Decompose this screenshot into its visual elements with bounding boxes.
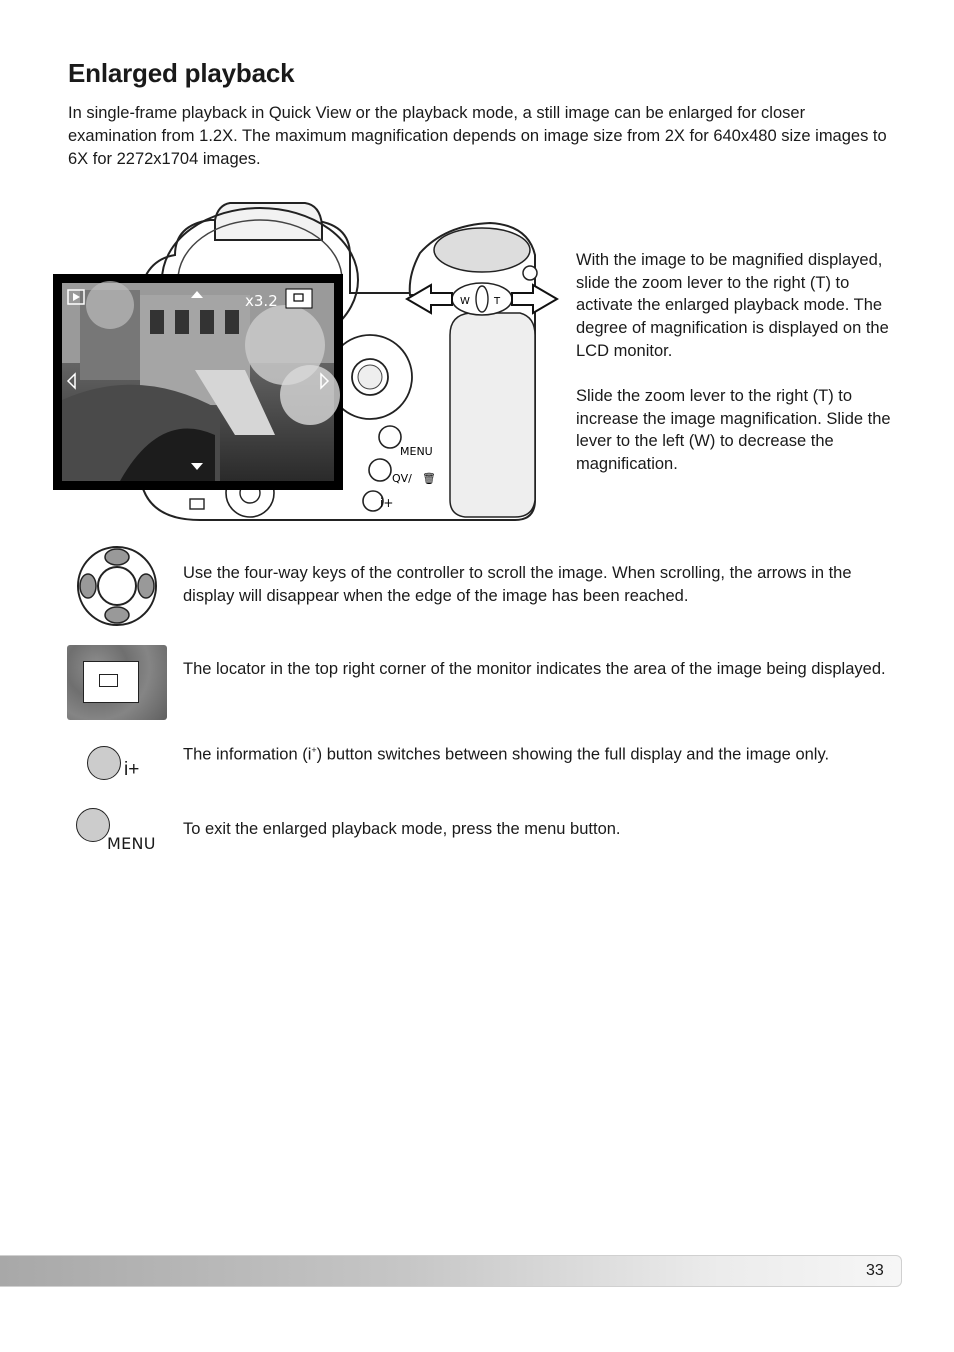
info-button-label: i+	[124, 759, 140, 780]
side-paragraph-2: Slide the zoom lever to the right (T) to increase the image magnification. Slide the lever to the left (W) to decrease the magnification.	[576, 387, 891, 474]
controller-icon	[75, 544, 159, 628]
menu-button-icon	[76, 808, 110, 842]
trash-icon: 🗑	[422, 472, 436, 485]
controller-text: Use the four-way keys of the controller to scroll the image. When scrolling, the arrows in the display will disappear when the edge of the image has been reached.	[183, 564, 852, 605]
page-title: Enlarged playback	[68, 58, 295, 88]
locator-box	[286, 289, 312, 308]
menu-button-label: MENU	[107, 834, 156, 853]
magnification-readout: x3.2	[245, 292, 278, 310]
page-number: 33	[866, 1262, 884, 1279]
info-button-icon	[87, 746, 121, 780]
zoom-w-label: W	[460, 296, 470, 307]
locator-icon	[67, 645, 167, 720]
menu-button-label: MENU	[400, 445, 433, 458]
side-paragraph-1: With the image to be magnified displayed, slide the zoom lever to the right (T) to activate the enlarged playback mode. The degree of magnification is displayed on the LCD monitor.	[576, 251, 889, 360]
qv-button-label: QV/	[392, 472, 412, 485]
info-button-label: i+	[380, 496, 394, 510]
footer-bar	[0, 1255, 902, 1287]
zoom-t-label: T	[494, 296, 501, 307]
camera-illustration	[50, 195, 565, 530]
info-text: The information (i+) button switches between showing the full display and the image only.	[183, 745, 830, 764]
locator-text: The locator in the top right corner of the monitor indicates the area of the image being displayed.	[183, 660, 886, 678]
intro-paragraph: In single-frame playback in Quick View or the playback mode, a still image can be enlarged for closer examination from 1.2X. The maximum magnification depends on image size from 2X for 640x480 size images to 6X for 2272x1704 images.	[68, 104, 887, 168]
menu-text: To exit the enlarged playback mode, press the menu button.	[183, 820, 621, 838]
